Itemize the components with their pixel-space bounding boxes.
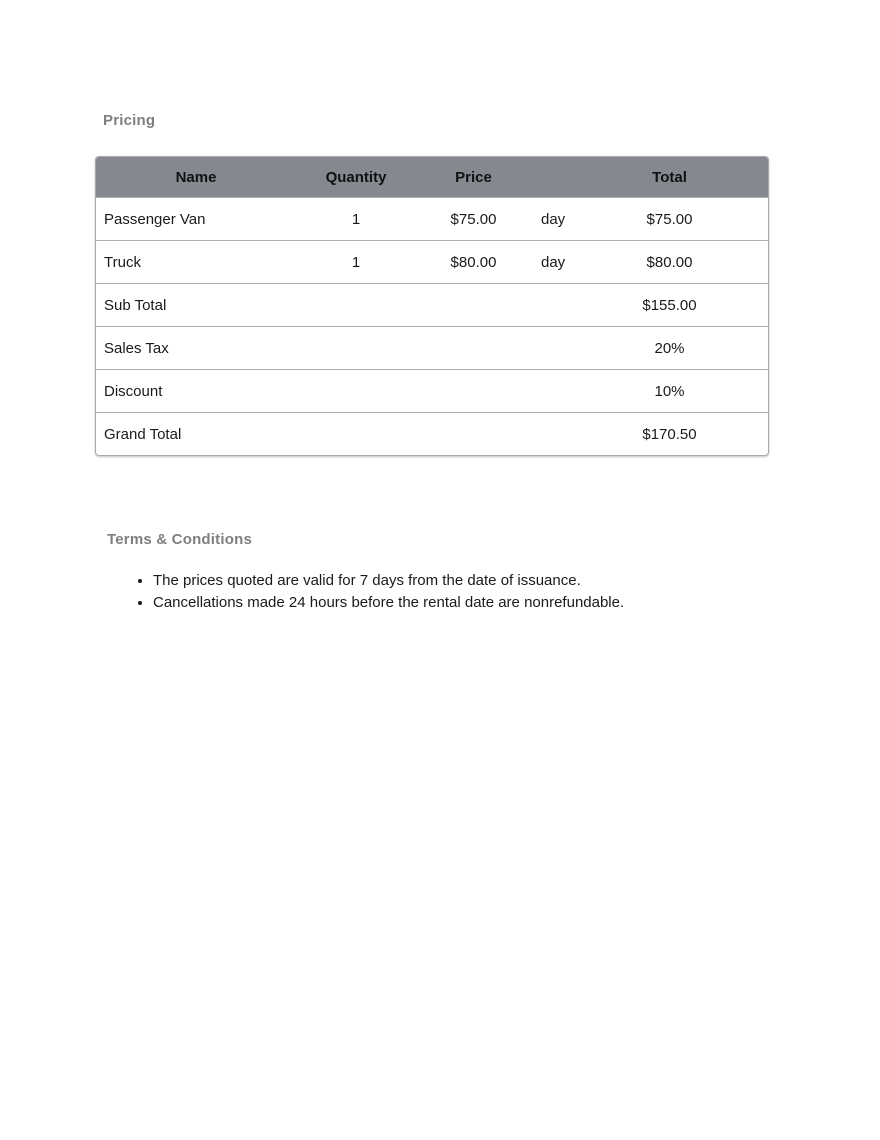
subtotal-label: Sub Total	[104, 296, 167, 314]
item-price: $80.00	[450, 253, 497, 271]
sales-tax-value: 20%	[654, 339, 685, 357]
item-unit: day	[541, 253, 566, 271]
item-name: Truck	[104, 253, 141, 271]
item-name: Passenger Van	[104, 210, 206, 228]
header-total: Total	[652, 168, 687, 186]
item-quantity: 1	[351, 253, 361, 271]
item-quantity: 1	[351, 210, 361, 228]
table-row	[96, 197, 768, 240]
grand-total-value: $170.50	[642, 425, 697, 443]
header-quantity: Quantity	[325, 168, 387, 186]
table-row	[96, 240, 768, 283]
item-total: $80.00	[646, 253, 693, 271]
list-item: • Cancellations made 24 hours before the rental date are nonrefundable.	[153, 592, 760, 614]
discount-value: 10%	[654, 382, 685, 400]
pricing-heading: Pricing	[103, 112, 156, 129]
item-total: $75.00	[646, 210, 693, 228]
sales-tax-row	[96, 326, 768, 369]
terms-list	[0, 570, 760, 614]
item-unit: day	[541, 210, 566, 228]
subtotal-value: $155.00	[642, 296, 697, 314]
header-name: Name	[175, 168, 217, 186]
grand-total-label: Grand Total	[104, 425, 182, 443]
terms-conditions-heading: Terms & Conditions	[107, 531, 252, 548]
header-price: Price	[455, 168, 492, 186]
grand-total-row	[96, 412, 768, 455]
pricing-table-header-row	[96, 157, 768, 197]
list-item: • The prices quoted are valid for 7 days from the date of issuance.	[153, 570, 760, 592]
discount-label: Discount	[104, 382, 163, 400]
discount-row	[96, 369, 768, 412]
subtotal-row	[96, 283, 768, 326]
item-price: $75.00	[450, 210, 497, 228]
pricing-table	[95, 156, 769, 456]
sales-tax-label: Sales Tax	[104, 339, 169, 357]
